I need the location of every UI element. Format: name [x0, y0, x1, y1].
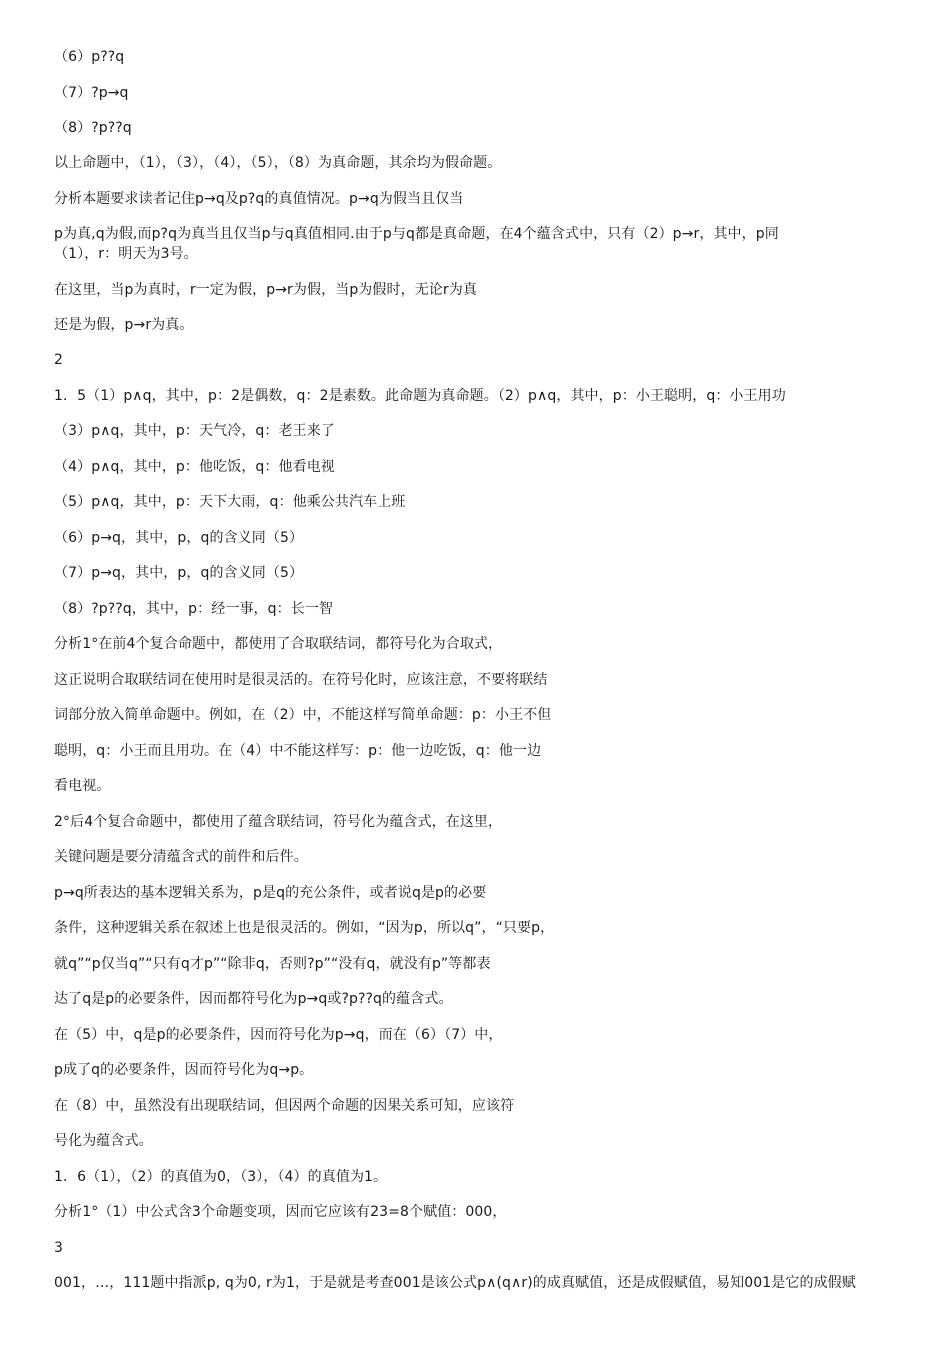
text-line-30: 在（8）中，虽然没有出现联结词，但因两个命题的因果关系可知，应该符 — [54, 1098, 515, 1114]
text-line-6: p为真,q为假,而p?q为真当且仅当p与q真值相同.由于p与q都是真命题，在4个蕴含式中，只有（2）p→r，其中，p同 — [54, 226, 779, 242]
text-line-26: 就q”“p仅当q”“只有q才p”“除非q，否则?p”“没有q，就没有p”等都表 — [54, 956, 491, 972]
text-line-20: 聪明，q：小王而且用功。在（4）中不能这样写：p：他一边吃饭，q：他一边 — [54, 743, 542, 759]
text-line-5: 分析本题要求读者记住p→q及p?q的真值情况。p→q为假当且仅当 — [54, 191, 464, 207]
text-line-29: p成了q的必要条件，因而符号化为q→p。 — [54, 1062, 314, 1078]
text-line-2: （7）?p→q — [54, 85, 129, 101]
text-line-1: （6）p??q — [54, 49, 125, 65]
text-line-12: （4）p∧q，其中，p：他吃饭，q：他看电视 — [54, 459, 335, 475]
text-line-13: （5）p∧q，其中，p：天下大雨，q：他乘公共汽车上班 — [54, 494, 406, 510]
text-line-27: 达了q是p的必要条件，因而都符号化为p→q或?p??q的蕴含式。 — [54, 991, 453, 1007]
text-line-18: 这正说明合取联结词在使用时是很灵活的。在符号化时，应该注意，不要将联结 — [54, 672, 548, 688]
text-line-31: 号化为蕴含式。 — [54, 1133, 153, 1149]
text-line-17: 分析1°在前4个复合命题中，都使用了合取联结词，都符号化为合取式， — [54, 636, 503, 652]
page-number: 3 — [54, 1240, 64, 1256]
text-line-28: 在（5）中，q是p的必要条件，因而符号化为p→q，而在（6）（7）中， — [54, 1027, 503, 1043]
text-line-33: 分析1°（1）中公式含3个命题变项，因而它应该有23=8个赋值：000， — [54, 1204, 507, 1220]
text-line-10: 1．5（1）p∧q，其中，p：2是偶数，q：2是素数。此命题为真命题。（2）p∧q，其中，p：小王聪明，q：小王用功 — [54, 388, 786, 404]
text-line-19: 词部分放入简单命题中。例如，在（2）中，不能这样写简单命题：p：小王不但 — [54, 707, 552, 723]
text-line-11: （3）p∧q，其中，p：天气冷，q：老王来了 — [54, 423, 335, 439]
text-line-32: 1．6（1），（2）的真值为0，（3），（4）的真值为1。 — [54, 1169, 388, 1185]
text-line-14: （6）p→q，其中，p，q的含义同（5） — [54, 530, 304, 546]
text-line-22: 2°后4个复合命题中，都使用了蕴含联结词，符号化为蕴含式，在这里， — [54, 814, 503, 830]
text-line-24: p→q所表达的基本逻辑关系为，p是q的充公条件，或者说q是p的必要 — [54, 885, 487, 901]
text-line-23: 关键问题是要分清蕴含式的前件和后件。 — [54, 849, 308, 865]
text-line-9: 还是为假，p→r为真。 — [54, 317, 194, 333]
text-line-16: （8）?p??q，其中，p：经一事，q：长一智 — [54, 601, 334, 617]
text-line-4: 以上命题中，（1），（3），（4），（5），（8）为真命题，其余均为假命题。 — [54, 155, 502, 171]
text-line-15: （7）p→q，其中，p，q的含义同（5） — [54, 565, 304, 581]
text-line-3: （8）?p??q — [54, 120, 132, 136]
text-line-25: 条件，这种逻辑关系在叙述上也是很灵活的。例如，“因为p，所以q”，“只要p， — [54, 920, 555, 936]
page-number: 2 — [54, 352, 64, 368]
text-line-21: 看电视。 — [54, 778, 111, 794]
text-line-7: （1），r：明天为3号。 — [54, 246, 198, 262]
text-line-8: 在这里，当p为真时，r一定为假，p→r为假，当p为假时，无论r为真 — [54, 282, 477, 298]
text-line-34: 001，…，111题中指派p, q为0, r为1，于是就是考查001是该公式p∧(q∧r)的成真赋值，还是成假赋值，易知001是它的成假赋 — [54, 1275, 856, 1291]
